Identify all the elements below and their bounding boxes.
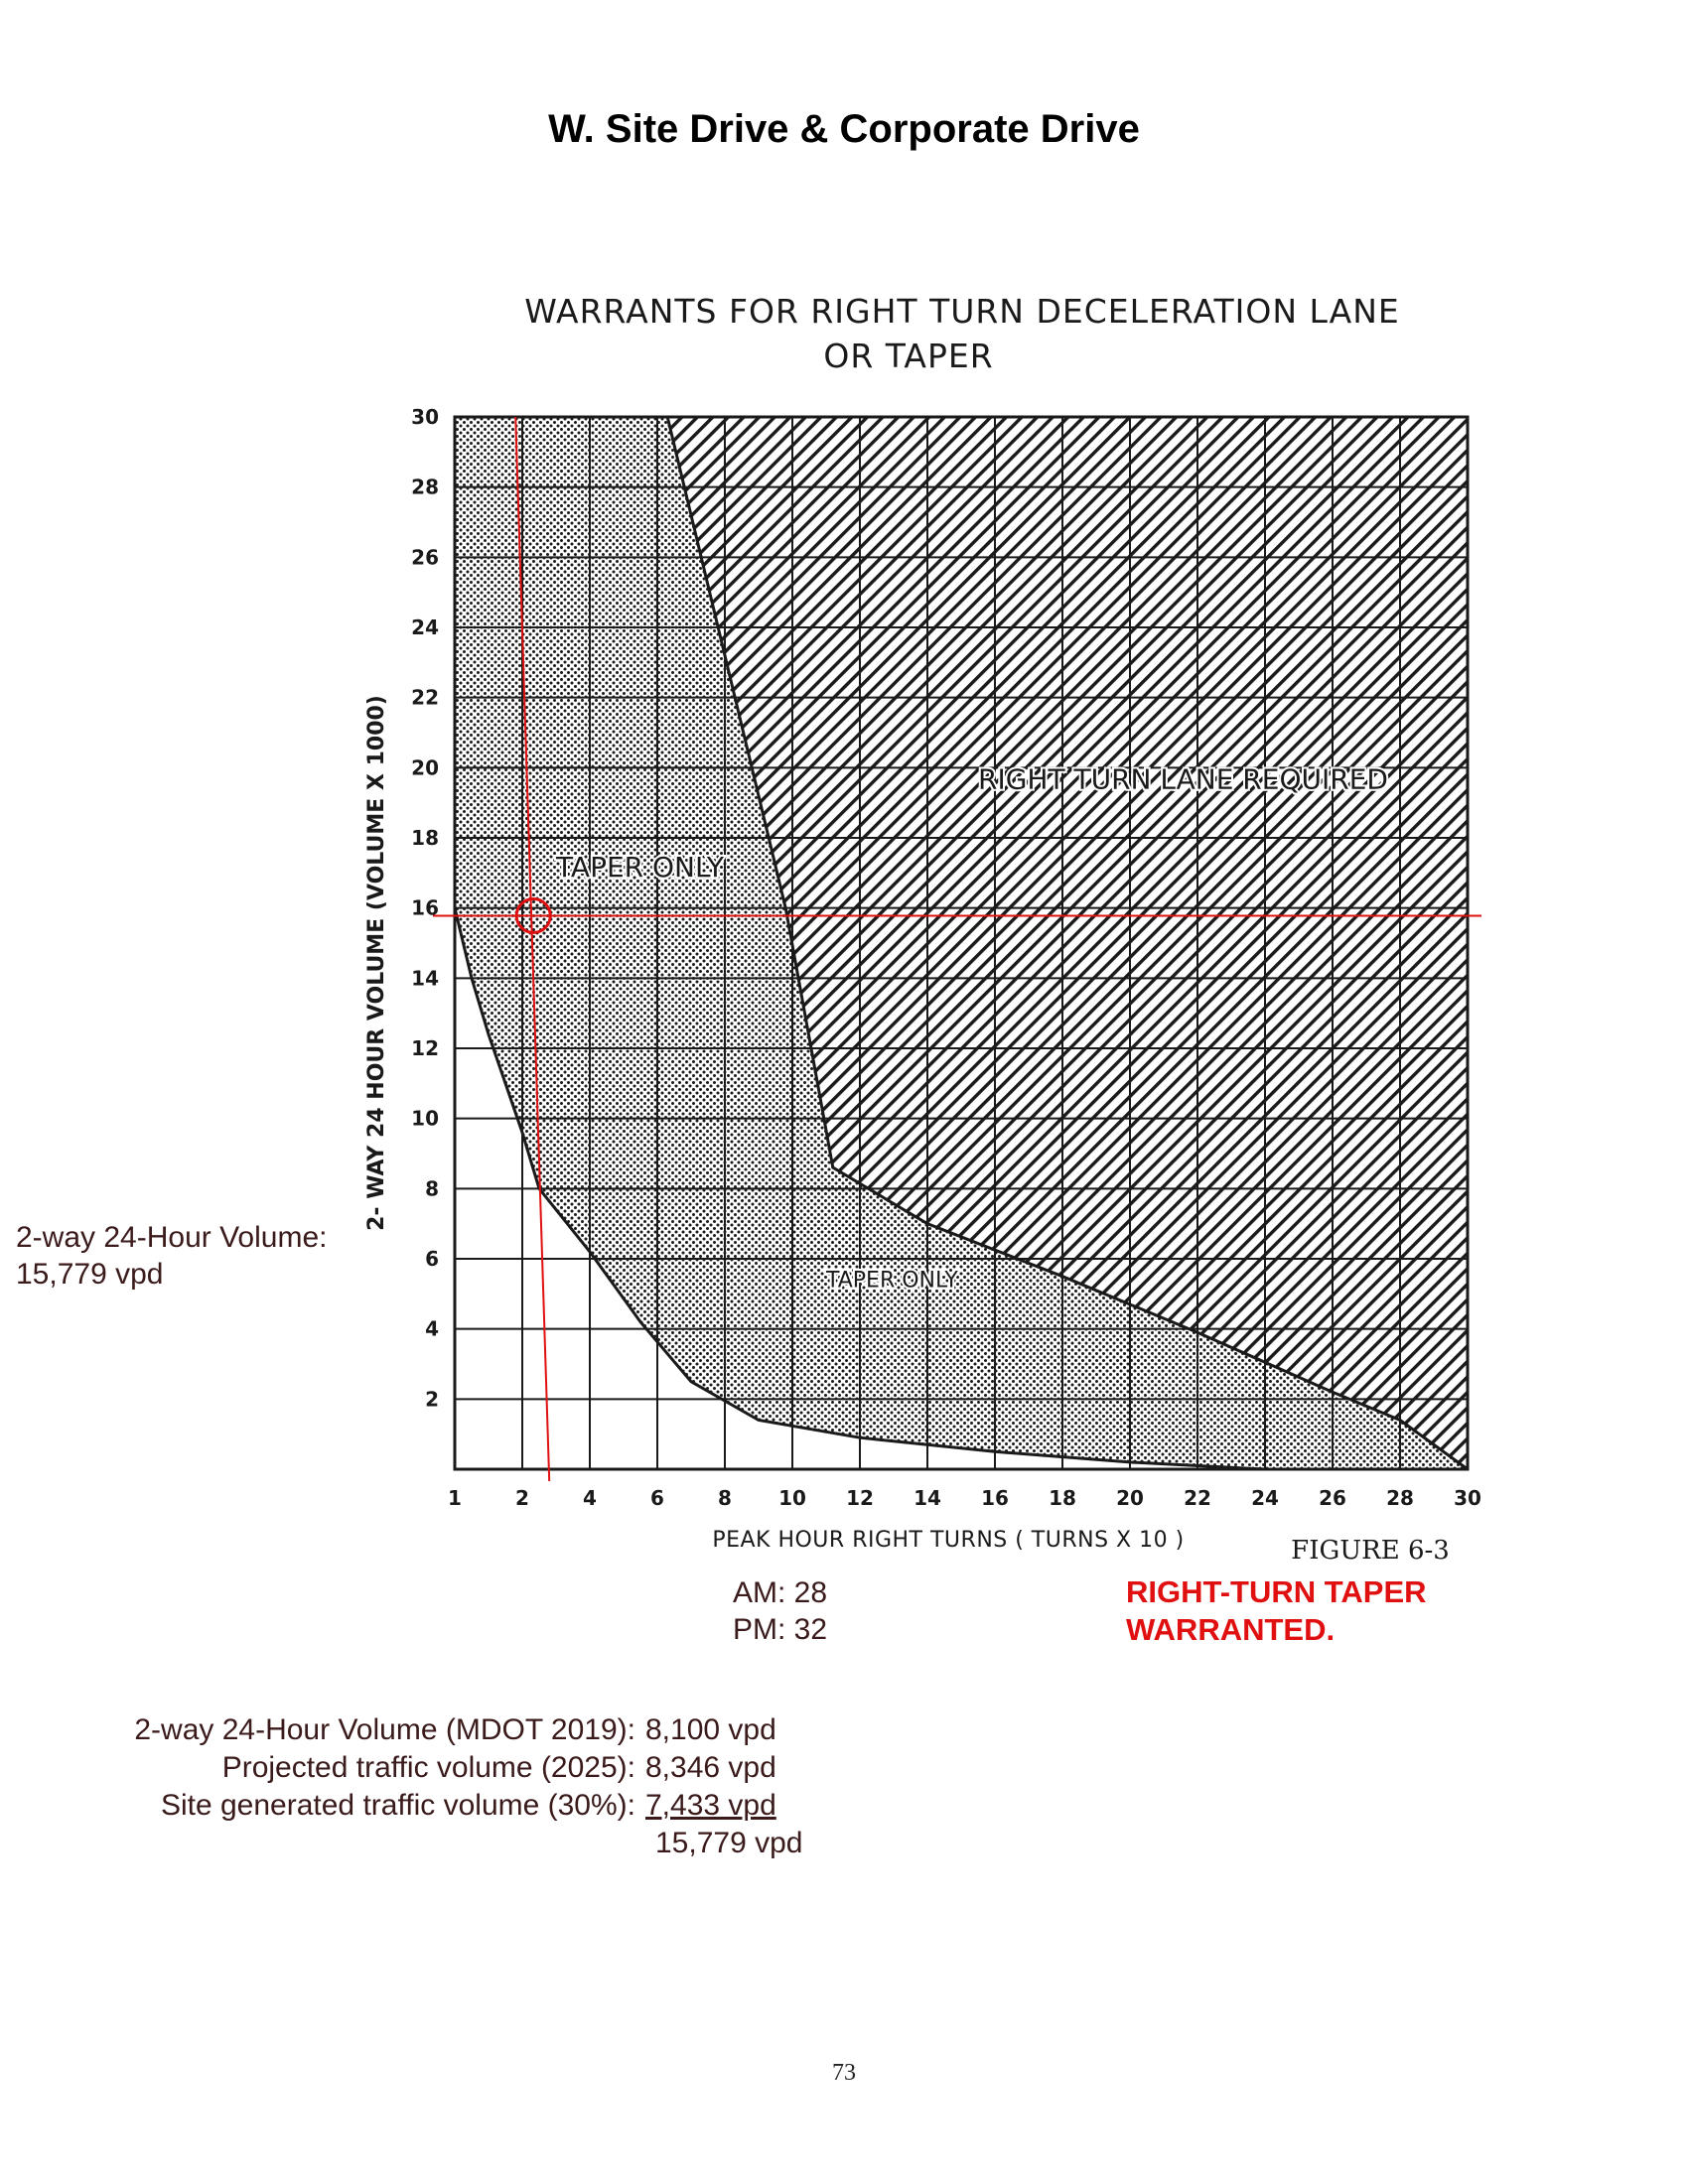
y-tick-label: 16 <box>411 895 439 920</box>
x-tick-label: 12 <box>846 1486 874 1510</box>
x-tick-label: 22 <box>1184 1486 1211 1510</box>
chart-title: WARRANTS FOR RIGHT TURN DECELERATION LANE <box>524 292 1400 331</box>
y-tick-label: 2 <box>425 1387 439 1412</box>
y-tick-label: 24 <box>411 615 439 639</box>
x-axis-label: PEAK HOUR RIGHT TURNS ( TURNS X 10 ) <box>712 1528 1185 1553</box>
page-title: W. Site Drive & Corporate Drive <box>548 107 1140 151</box>
y-tick-label: 8 <box>425 1176 439 1201</box>
x-tick-label: 28 <box>1386 1486 1414 1510</box>
calc-value: 7,433 vpd <box>645 1789 776 1822</box>
result-line-2: WARRANTED. <box>1126 1612 1336 1647</box>
y-tick-label: 26 <box>411 545 439 570</box>
x-tick-label: 4 <box>583 1486 597 1510</box>
y-tick-label: 20 <box>411 755 439 780</box>
y-axis-label: 2- WAY 24 HOUR VOLUME (VOLUME X 1000) <box>364 695 389 1231</box>
figure-label: FIGURE 6-3 <box>1291 1536 1450 1566</box>
x-tick-label: 24 <box>1251 1486 1279 1510</box>
y-tick-label: 18 <box>411 826 439 850</box>
y-tick-label: 6 <box>425 1247 439 1271</box>
y-tick-label: 14 <box>411 966 439 991</box>
page-number: 73 <box>832 2060 856 2086</box>
calc-label: Projected traffic volume (2025): <box>221 1751 635 1784</box>
volume-annotation <box>16 1219 327 1293</box>
calc-label: Site generated traffic volume (30%): <box>160 1789 635 1822</box>
chart-title-line-2: OR TAPER <box>823 337 994 375</box>
volume-value: 15,779 vpd <box>16 1258 164 1291</box>
y-tick-label: 4 <box>425 1316 439 1341</box>
x-tick-label: 6 <box>650 1486 664 1510</box>
calc-value: 8,100 vpd <box>645 1713 776 1746</box>
x-tick-label: 10 <box>778 1486 806 1510</box>
am-turns: AM: 28 <box>733 1576 828 1609</box>
x-tick-label: 2 <box>515 1486 529 1510</box>
x-tick-label: 16 <box>981 1486 1009 1510</box>
calc-total-value: 15,779 vpd <box>655 1827 803 1859</box>
x-tick-label: 14 <box>914 1486 941 1510</box>
x-tick-label: 26 <box>1319 1486 1346 1510</box>
calc-label: 2-way 24-Hour Volume (MDOT 2019): <box>134 1713 635 1746</box>
region-label: TAPER ONLY <box>556 850 724 884</box>
x-tick-label: 18 <box>1049 1486 1076 1510</box>
x-tick-label: 20 <box>1116 1486 1144 1510</box>
y-tick-label: 30 <box>411 405 439 429</box>
y-tick-label: 12 <box>411 1036 439 1060</box>
pm-turns: PM: 32 <box>733 1613 828 1646</box>
y-tick-label: 22 <box>411 685 439 710</box>
calc-value: 8,346 vpd <box>645 1751 776 1784</box>
volume-label: 2-way 24-Hour Volume: <box>16 1221 328 1254</box>
y-tick-label: 10 <box>411 1106 439 1131</box>
x-tick-label: 8 <box>718 1486 732 1510</box>
region-label: TAPER ONLY <box>826 1268 958 1294</box>
result-line-1: RIGHT-TURN TAPER <box>1126 1574 1427 1609</box>
x-tick-label: 30 <box>1454 1486 1481 1510</box>
x-tick-label: 1 <box>448 1486 462 1510</box>
y-tick-label: 28 <box>411 475 439 499</box>
result-annotation <box>1126 1573 1427 1649</box>
region-label: RIGHT TURN LANE REQUIRED <box>978 762 1388 796</box>
peak-turns-annotation <box>733 1574 827 1648</box>
